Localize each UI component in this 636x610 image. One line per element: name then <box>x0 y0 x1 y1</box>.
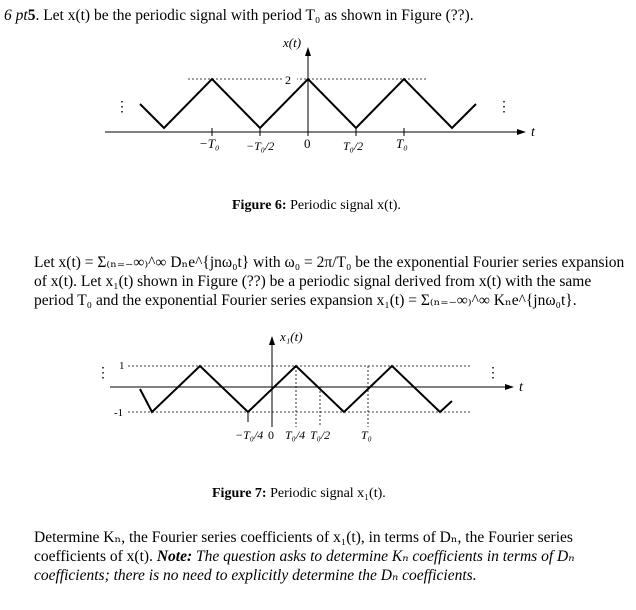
fig1-tick-label-4: T₀ <box>396 136 408 151</box>
fig2-tick-label-4: T₀ <box>361 428 372 442</box>
fig2-tick-label-0: −T₀/4 <box>235 428 264 442</box>
figure-1-caption-prefix: Figure 6: <box>232 198 287 213</box>
problem-number: 5 <box>27 7 36 24</box>
paragraph-2-line-2 <box>34 547 574 566</box>
fig2-tick-label-3: T₀/2 <box>310 428 331 442</box>
fig1-peak-label: 2 <box>285 73 291 87</box>
fig2-tick-label-2: T₀/4 <box>285 428 306 442</box>
figure-1-plot <box>0 36 636 186</box>
figure-1-caption <box>232 198 401 214</box>
fig1-t-label: t <box>531 125 535 140</box>
fig1-ylabel: x(t) <box>283 36 302 50</box>
paragraph-1-line-1: Let x(t) = Σ₍ₙ₌₋∞₎^∞ Dₙe^{jnω₀t} with ω₀ = 2π/T₀ be the exponential Fourier series expansion <box>34 254 625 271</box>
fig2-bottom-label: -1 <box>114 407 124 419</box>
paragraph-2-line-1: Determine Kₙ, the Fourier series coefficients of x₁(t), in terms of Dₙ, the Fourier series <box>34 529 573 546</box>
problem-header: 6 pt5. Let x(t) be the periodic signal with period T₀ as shown in Figure (??). <box>4 7 474 24</box>
note-label: Note: <box>156 548 193 565</box>
fig2-right-ellipsis: ⋮ <box>486 366 500 381</box>
paragraph-1-line-3: period T₀ and the exponential Fourier series expansion x₁(t) = Σ₍ₙ₌₋∞₎^∞ Kₙe^{jnω₀t}. <box>34 292 577 309</box>
fig1-right-ellipsis: ⋮ <box>497 100 511 115</box>
problem-intro: Let x(t) be the periodic signal with period T₀ as shown in Figure (??). <box>43 7 474 24</box>
paragraph-2-line-3: coefficients; there is no need to explicitly determine the Dₙ coefficients. <box>34 567 477 584</box>
fig1-left-ellipsis: ⋮ <box>115 100 129 115</box>
figure-2-plot <box>0 322 636 472</box>
fig2-tick-label-1: 0 <box>268 428 274 442</box>
fig1-tick-label-2: 0 <box>304 136 311 151</box>
fig1-tick-label-1: −T₀/2 <box>246 139 275 153</box>
figure-1-caption-text: Periodic signal x(t). <box>290 198 401 213</box>
fig1-tick-label-3: T₀/2 <box>343 139 364 153</box>
y-axis-arrow <box>269 336 275 345</box>
fig2-t-label: t <box>519 380 523 395</box>
y-axis-arrow <box>305 47 311 56</box>
figure-2-caption-prefix: Figure 7: <box>212 486 267 501</box>
fig2-left-ellipsis: ⋮ <box>96 366 110 381</box>
fig1-tick-label-0: −T₀ <box>199 136 220 151</box>
figure-2-caption <box>212 486 386 502</box>
paragraph-2-line-2-plain: coefficients of x(t). <box>34 548 153 565</box>
paragraph-1-line-2: of x(t). Let x₁(t) shown in Figure (??) be a periodic signal derived from x(t) with the same <box>34 273 592 290</box>
points-label: 6 pt <box>4 7 28 24</box>
t-axis-arrow <box>505 384 514 390</box>
t-axis-arrow <box>517 129 526 135</box>
paragraph-2-note: The question asks to determine Kₙ coefficients in terms of Dₙ <box>195 548 575 565</box>
figure-2-caption-text: Periodic signal x₁(t). <box>270 486 386 501</box>
fig2-top-label: 1 <box>119 360 125 372</box>
fig2-ylabel: x₁(t) <box>280 329 303 344</box>
triangle-waveform <box>140 366 452 412</box>
